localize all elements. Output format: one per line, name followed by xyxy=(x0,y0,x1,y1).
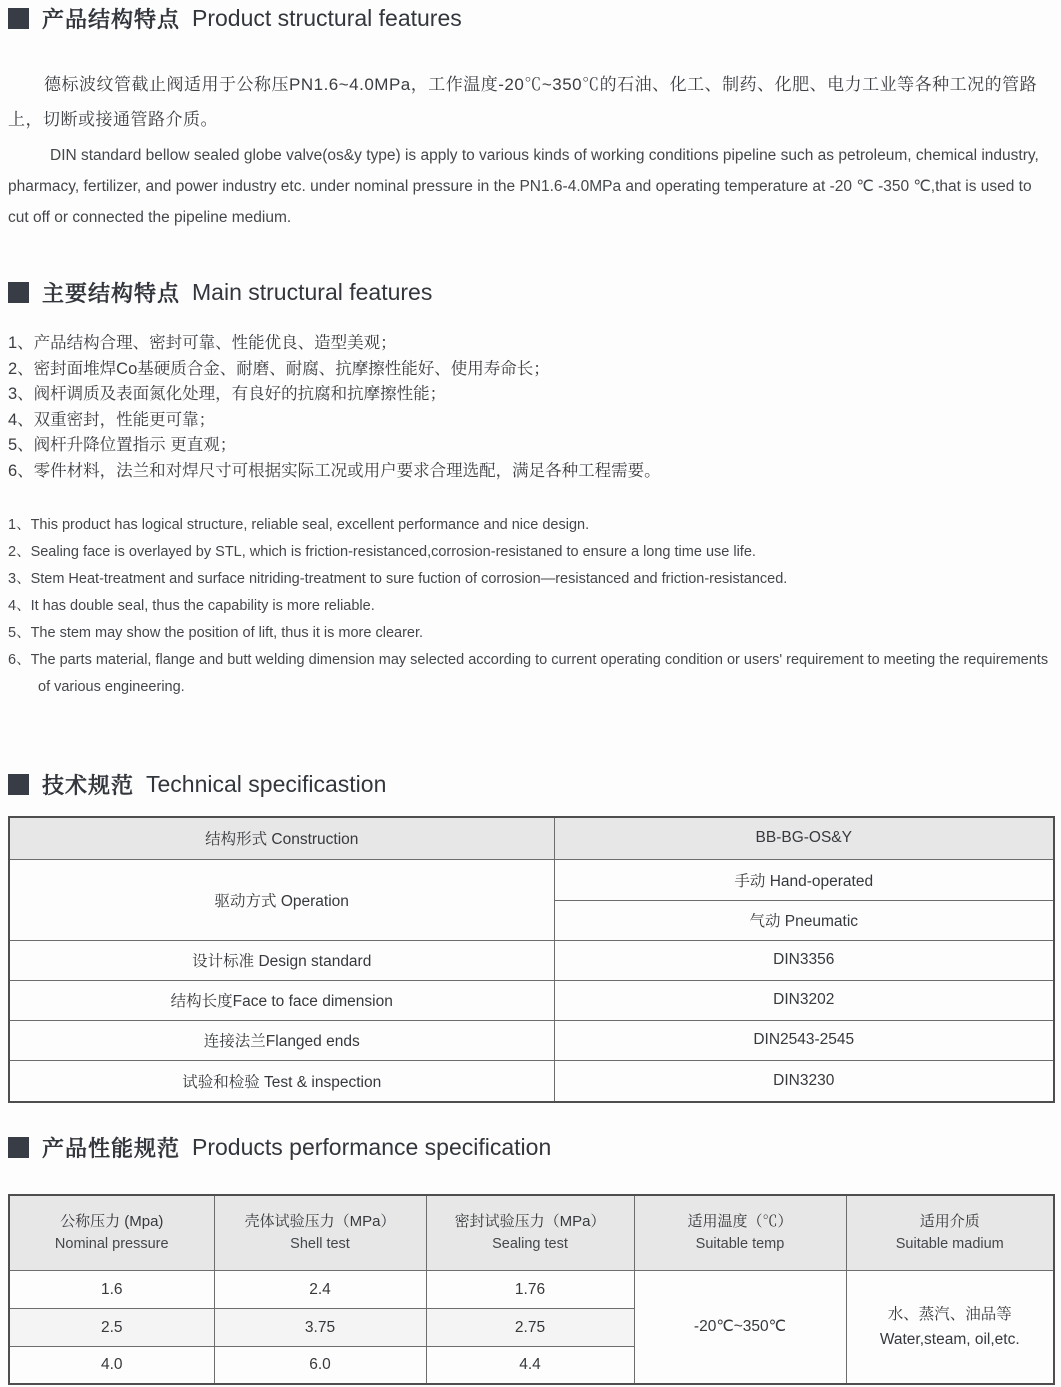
heading-square-bullet-icon xyxy=(8,774,29,795)
cell-sealing-test: 1.76 xyxy=(426,1271,634,1309)
spec-value-test-inspection: DIN3230 xyxy=(554,1060,1054,1102)
cell-suitable-medium xyxy=(846,1271,1054,1384)
heading-square-bullet-icon xyxy=(8,1137,29,1158)
col-header-en: Nominal pressure xyxy=(54,1236,169,1252)
intro-paragraph-cn: 德标波纹管截止阀适用于公称压PN1.6~4.0MPa，工作温度-20℃~350℃的石油、化工、制药、化肥、电力工业等各种工况的管路上，切断或接通管路介质。 xyxy=(8,75,1038,129)
spec-value-construction: BB-BG-OS&Y xyxy=(554,817,1054,859)
heading-title-en: Product structural features xyxy=(192,5,462,31)
col-header-en: Suitable madium xyxy=(895,1236,1004,1252)
col-header-cn: 适用介质 xyxy=(919,1213,980,1230)
cell-sealing-test: 2.75 xyxy=(426,1309,634,1347)
col-header-nominal-pressure xyxy=(9,1195,214,1271)
section-heading xyxy=(0,277,1061,308)
spec-label-face-to-face: 结构长度Face to face dimension xyxy=(9,980,554,1020)
col-header-cn: 适用温度（℃） xyxy=(687,1213,793,1230)
col-header-cn: 公称压力 (Mpa) xyxy=(60,1213,164,1230)
cell-suitable-temp: -20℃~350℃ xyxy=(634,1271,846,1384)
col-header-cn: 壳体试验压力（MPa） xyxy=(244,1213,396,1230)
cell-sealing-test: 4.4 xyxy=(426,1347,634,1384)
cell-nominal-pressure: 2.5 xyxy=(9,1309,214,1347)
features-list-cn-wrap xyxy=(0,331,1061,484)
section-heading xyxy=(0,769,1061,800)
col-header-en: Sealing test xyxy=(492,1236,568,1252)
table-row xyxy=(9,1020,1054,1060)
section-heading xyxy=(0,1132,1061,1163)
cell-nominal-pressure: 4.0 xyxy=(9,1347,214,1384)
spec-value-flanged-ends: DIN2543-2545 xyxy=(554,1020,1054,1060)
heading-title-cn: 主要结构特点 xyxy=(42,281,181,306)
spec-value-design-standard: DIN3356 xyxy=(554,940,1054,980)
spec-label-operation: 驱动方式 Operation xyxy=(9,859,554,940)
table-row xyxy=(9,817,1054,859)
feature-item-en: 4、It has double seal, thus the capability is more reliable. xyxy=(8,598,375,614)
suitable-medium-en: Water,steam, oil,etc. xyxy=(879,1330,1020,1348)
features-list-cn xyxy=(0,331,1061,484)
heading-title-en: Technical specificastion xyxy=(146,771,387,797)
col-header-suitable-temp xyxy=(634,1195,846,1271)
feature-item-en: 5、The stem may show the position of lift, thus it is more clearer. xyxy=(8,625,424,641)
table-row xyxy=(9,980,1054,1020)
heading-title-en: Main structural features xyxy=(192,279,433,305)
feature-item-cn: 5、阀杆升降位置指示 更直观； xyxy=(8,436,237,454)
col-header-en: Shell test xyxy=(290,1236,350,1252)
heading-title-cn: 产品结构特点 xyxy=(42,7,181,32)
spec-value-pneumatic: 气动 Pneumatic xyxy=(554,900,1054,940)
feature-item-cn: 3、阀杆调质及表面氮化处理，有良好的抗腐和抗摩擦性能； xyxy=(8,385,447,403)
performance-specification-table xyxy=(8,1194,1055,1385)
feature-item-en: 2、Sealing face is overlayed by STL, which is friction-resistanced,corrosion-resistaned to ensure a long time use life. xyxy=(8,544,756,560)
cell-shell-test: 6.0 xyxy=(214,1347,426,1384)
col-header-en: Suitable temp xyxy=(695,1236,785,1252)
intro-paragraph-en: DIN standard bellow sealed globe valve(os&y type) is apply to various kinds of working conditions pipeline such as petroleum, chemical industry, pharmacy, fertilizer, and power industry etc. under nominal pressure in the PN1.6-4.0MPa and operating temperature at -20 ℃ -350 ℃,that is used to cut off or connected the pipeline medium. xyxy=(8,147,1039,226)
intro-paragraph-en-wrap xyxy=(0,140,1061,233)
section-product-structural-features xyxy=(0,3,1061,34)
heading-title-en: Products performance specification xyxy=(192,1134,552,1160)
col-header-shell-test xyxy=(214,1195,426,1271)
feature-item-cn: 1、产品结构合理、密封可靠、性能优良、造型美观； xyxy=(8,334,397,352)
heading-title-cn: 技术规范 xyxy=(42,773,135,798)
feature-item-cn: 2、密封面堆焊Co基硬质合金、耐磨、耐腐、抗摩擦性能好、使用寿命长； xyxy=(8,359,550,378)
spec-label-design-standard: 设计标准 Design standard xyxy=(9,940,554,980)
spec-value-face-to-face: DIN3202 xyxy=(554,980,1054,1020)
cell-nominal-pressure: 1.6 xyxy=(9,1271,214,1309)
section-main-structural-features xyxy=(0,277,1061,308)
col-header-sealing-test xyxy=(426,1195,634,1271)
section-technical-specification xyxy=(0,769,1061,800)
spec-value-hand-operated: 手动 Hand-operated xyxy=(554,859,1054,900)
feature-item-cn: 4、双重密封，性能更可靠； xyxy=(8,410,216,429)
heading-title-cn: 产品性能规范 xyxy=(42,1136,181,1161)
feature-item-en: 1、This product has logical structure, reliable seal, excellent performance and nice design. xyxy=(8,517,590,533)
table-row xyxy=(9,1060,1054,1102)
feature-item-en: 6、The parts material, flange and butt welding dimension may selected according to current operating condition or users' requirement to meeting the requirements of various engineering. xyxy=(8,652,1049,695)
cell-shell-test: 3.75 xyxy=(214,1309,426,1347)
cell-shell-test: 2.4 xyxy=(214,1271,426,1309)
table-header-row xyxy=(9,1195,1054,1271)
suitable-medium-cn: 水、蒸汽、油品等 xyxy=(887,1305,1012,1323)
heading-square-bullet-icon xyxy=(8,8,29,29)
table-row xyxy=(9,940,1054,980)
spec-label-construction: 结构形式 Construction xyxy=(9,817,554,859)
feature-item-en: 3、Stem Heat-treatment and surface nitriding-treatment to sure fuction of corrosion—resistanced and friction-resistanced. xyxy=(8,571,788,587)
features-list-en xyxy=(0,512,1061,701)
intro-paragraph-cn-wrap xyxy=(0,67,1061,137)
feature-item-cn: 6、零件材料，法兰和对焊尺寸可根据实际工况或用户要求合理选配，满足各种工程需要。 xyxy=(8,461,661,480)
spec-label-flanged-ends: 连接法兰Flanged ends xyxy=(9,1020,554,1060)
table-row xyxy=(9,1271,1054,1309)
col-header-cn: 密封试验压力（MPa） xyxy=(454,1213,606,1230)
heading-square-bullet-icon xyxy=(8,282,29,303)
section-products-performance xyxy=(0,1132,1061,1163)
table-row xyxy=(9,859,1054,900)
spec-label-test-inspection: 试验和检验 Test & inspection xyxy=(9,1060,554,1102)
col-header-suitable-medium xyxy=(846,1195,1054,1271)
features-list-en-wrap xyxy=(0,512,1061,701)
technical-specification-table xyxy=(8,816,1055,1103)
section-heading xyxy=(0,3,1061,34)
